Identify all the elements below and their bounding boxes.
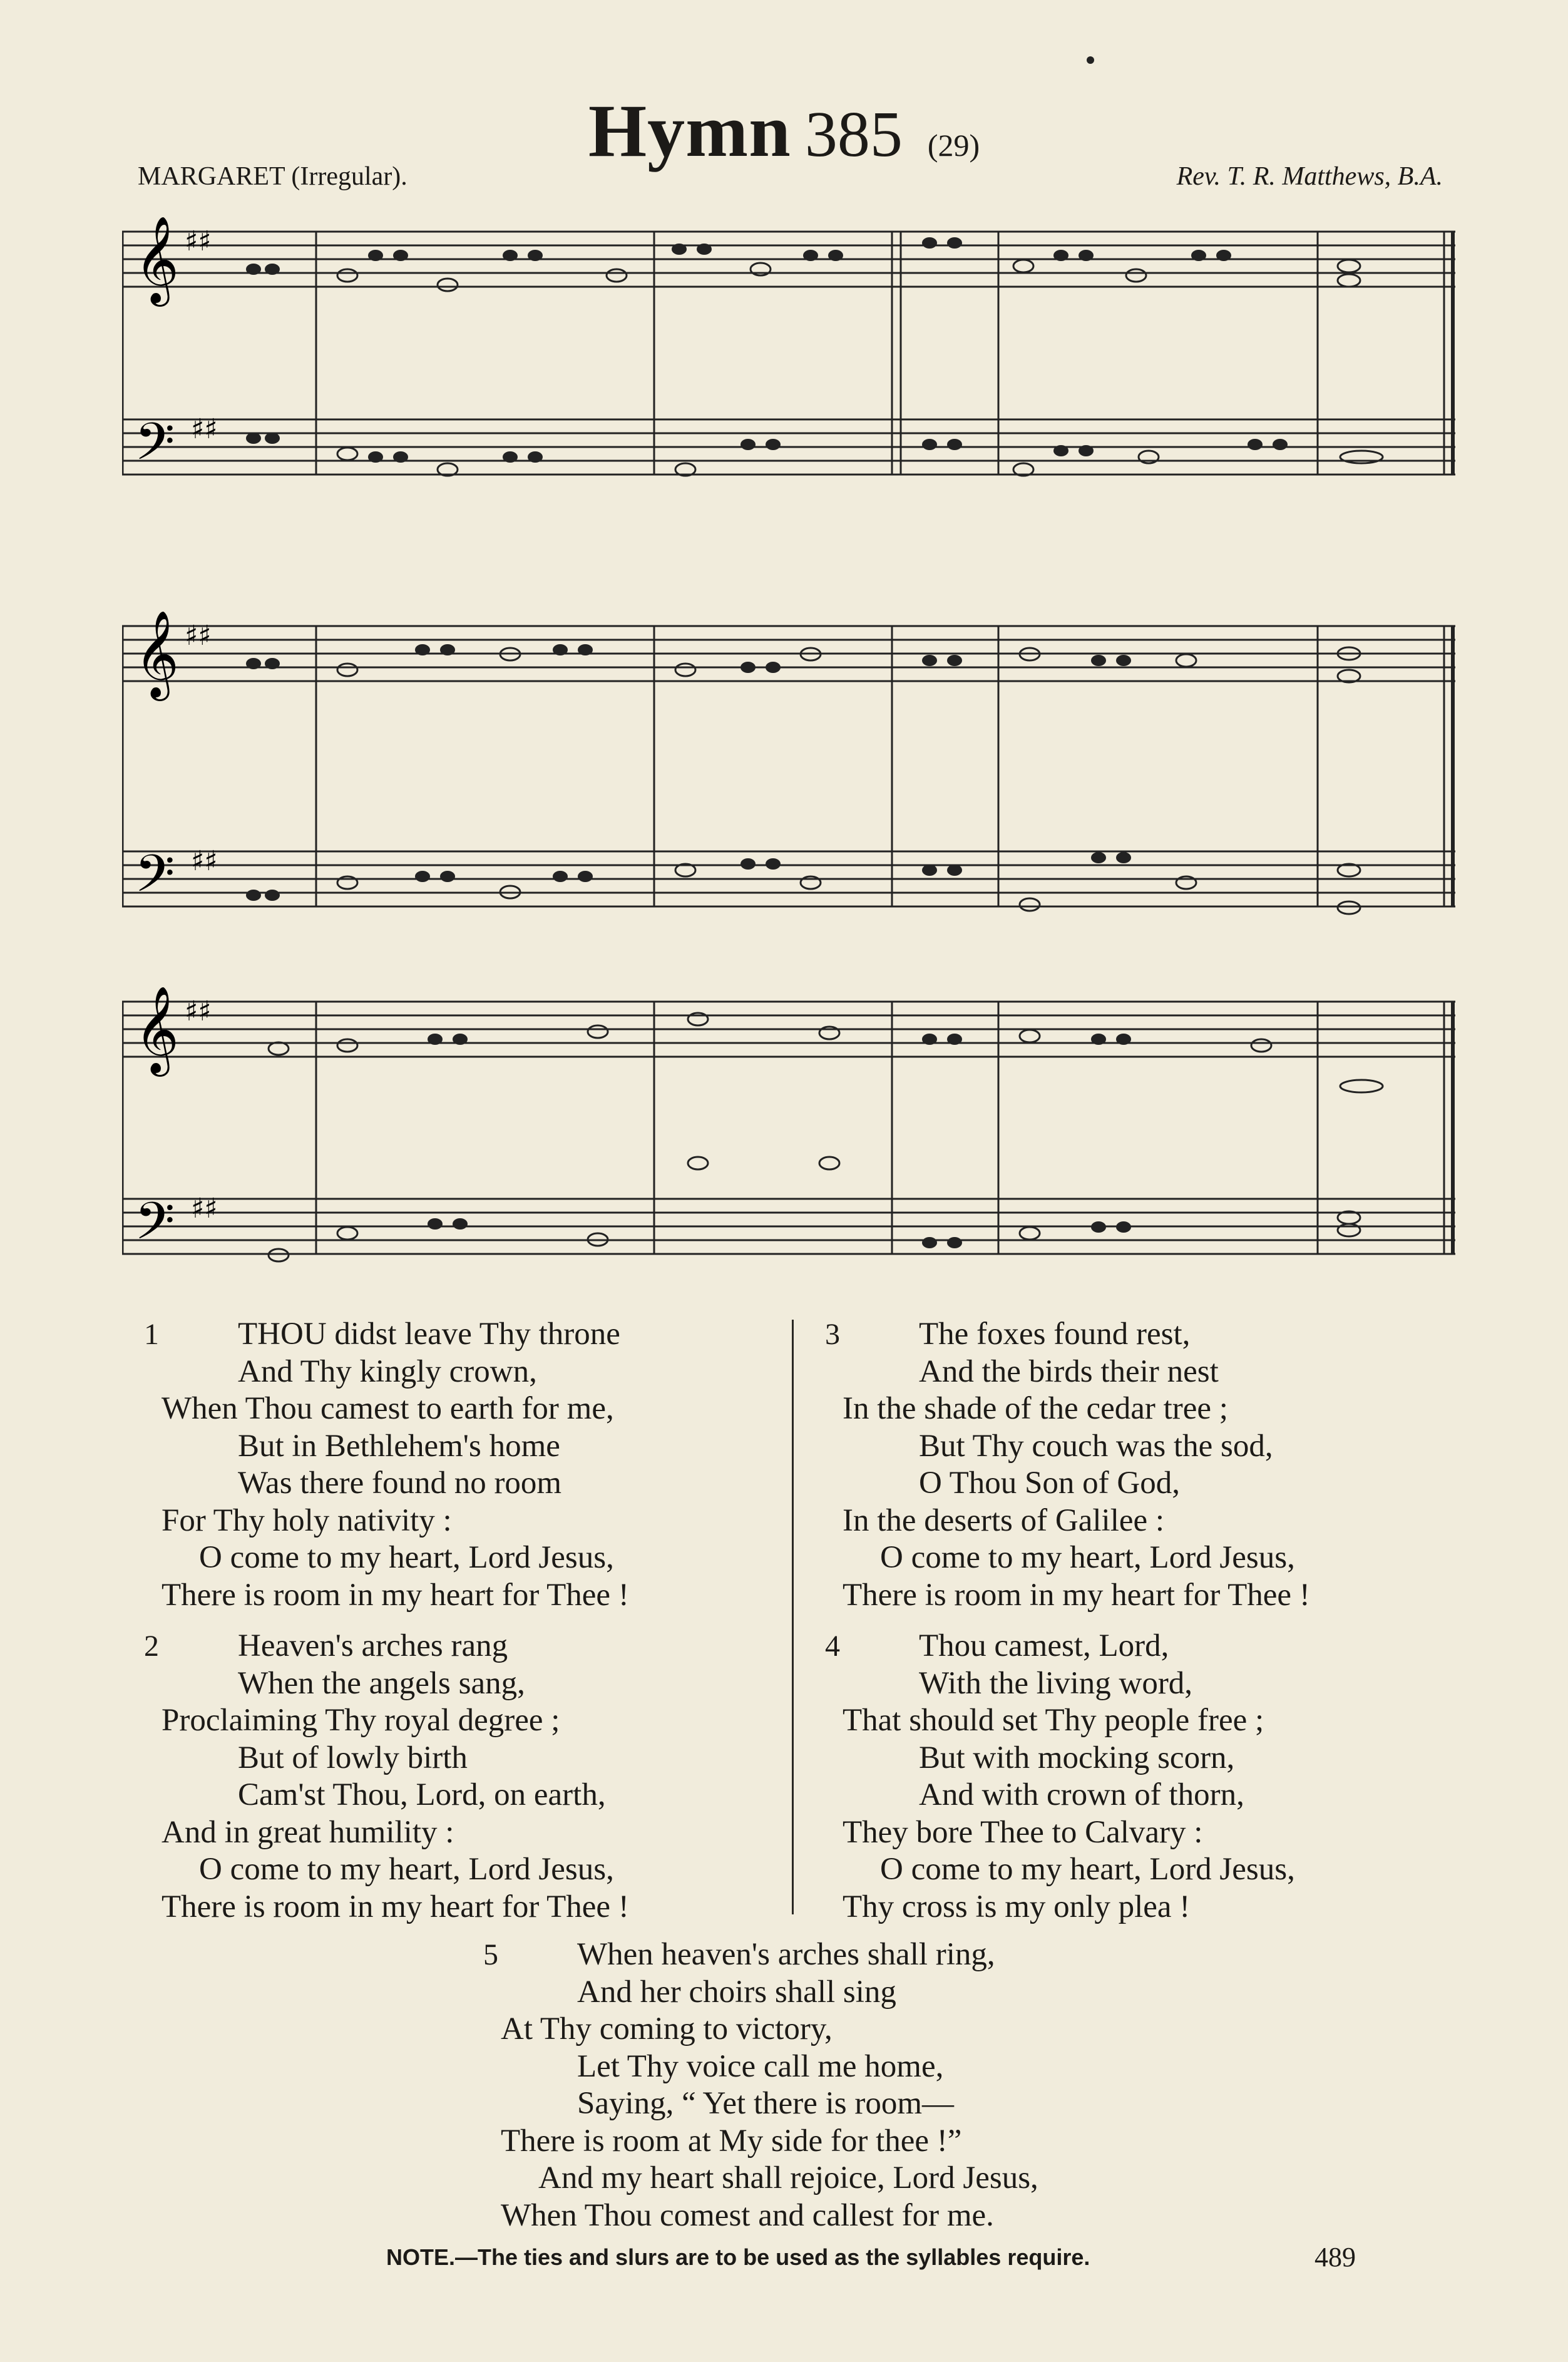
verse-line: And the birds their nest — [919, 1353, 1219, 1389]
verse-line: With the living word, — [919, 1665, 1193, 1701]
svg-text:𝄞: 𝄞 — [135, 986, 179, 1073]
verse-line: O come to my heart, Lord Jesus, — [199, 1852, 614, 1887]
staff-notation — [122, 977, 1458, 1308]
verse-3 — [825, 1316, 1310, 1614]
verse-number: 2 — [144, 1630, 159, 1663]
svg-text:𝄢: 𝄢 — [135, 843, 175, 917]
verse-line: When the angels sang, — [238, 1665, 525, 1701]
verse-line: And my heart shall rejoice, Lord Jesus, — [538, 2160, 1038, 2195]
verse-line: But of lowly birth — [238, 1740, 468, 1775]
verse-line: Thou camest, Lord, — [919, 1628, 1169, 1663]
verse-line: There is room in my heart for Thee ! — [161, 1889, 629, 1924]
verse-number: 4 — [825, 1630, 840, 1663]
staff-notation — [122, 545, 1458, 970]
verse-line: In the shade of the cedar tree ; — [843, 1391, 1228, 1426]
verse-4 — [825, 1628, 1295, 1926]
svg-text:𝄞: 𝄞 — [135, 216, 179, 303]
verse-line: But in Bethlehem's home — [238, 1428, 560, 1464]
verse-line: There is room at My side for thee !” — [501, 2123, 962, 2159]
verse-5 — [483, 1936, 1038, 2234]
svg-text:♯♯: ♯♯ — [185, 620, 212, 652]
verse-line: Saying, “ Yet there is room— — [577, 2086, 955, 2121]
printer-dot — [1087, 56, 1094, 64]
verse-line: Heaven's arches rang — [238, 1628, 508, 1663]
verse-line: When heaven's arches shall ring, — [577, 1937, 995, 1972]
verse-line: And Thy kingly crown, — [238, 1353, 537, 1389]
verse-line: O come to my heart, Lord Jesus, — [199, 1540, 614, 1575]
verse-2 — [144, 1628, 629, 1926]
page-number: 489 — [1314, 2242, 1356, 2272]
svg-text:♯♯: ♯♯ — [191, 1193, 218, 1225]
hymn-title-word: Hymn — [588, 89, 791, 172]
verse-line: O come to my heart, Lord Jesus, — [880, 1540, 1295, 1575]
verse-line: Was there found no room — [238, 1466, 562, 1501]
verse-line: Cam'st Thou, Lord, on earth, — [238, 1777, 606, 1812]
tune-name: MARGARET (Irregular). — [138, 162, 407, 191]
svg-text:𝄢: 𝄢 — [135, 1191, 175, 1264]
svg-text:♯♯: ♯♯ — [191, 845, 218, 877]
verse-line: The foxes found rest, — [919, 1317, 1191, 1352]
verse-number: 3 — [825, 1318, 840, 1351]
verse-line: But with mocking scorn, — [919, 1740, 1235, 1775]
footnote: NOTE.—The ties and slurs are to be used as the syllables require. — [386, 2244, 1090, 2270]
music-system-3 — [122, 977, 1458, 1308]
verse-line: At Thy coming to victory, — [501, 2011, 833, 2046]
svg-text:♯♯: ♯♯ — [185, 225, 212, 257]
verse-line: Thy cross is my only plea ! — [843, 1889, 1191, 1924]
verse-line: There is room in my heart for Thee ! — [843, 1577, 1310, 1613]
svg-text:♯♯: ♯♯ — [185, 995, 212, 1027]
verse-line: And in great humility : — [161, 1814, 454, 1850]
verse-number: 1 — [144, 1318, 159, 1351]
verse-line: Let Thy voice call me home, — [577, 2048, 944, 2084]
hymn-number: 385 — [804, 98, 903, 170]
verse-number: 5 — [483, 1938, 498, 1971]
verse-line: And her choirs shall sing — [577, 1974, 896, 2010]
verse-line: O come to my heart, Lord Jesus, — [880, 1852, 1295, 1887]
verse-line: Proclaiming Thy royal degree ; — [161, 1703, 560, 1738]
verse-line: When Thou camest to earth for me, — [161, 1391, 614, 1426]
svg-text:♯♯: ♯♯ — [191, 413, 218, 445]
column-divider — [792, 1320, 794, 1914]
verse-line: That should set Thy people free ; — [843, 1703, 1264, 1738]
svg-text:𝄞: 𝄞 — [135, 610, 179, 697]
verse-line: But Thy couch was the sod, — [919, 1428, 1273, 1464]
verse-line: In the deserts of Galilee : — [843, 1502, 1165, 1538]
staff-notation — [122, 207, 1458, 545]
verse-line: When Thou comest and callest for me. — [501, 2197, 994, 2233]
verse-line: For Thy holy nativity : — [161, 1502, 452, 1538]
music-system-2 — [122, 545, 1458, 970]
verse-line: There is room in my heart for Thee ! — [161, 1577, 629, 1613]
svg-text:𝄢: 𝄢 — [135, 411, 175, 485]
verse-line: And with crown of thorn, — [919, 1777, 1244, 1812]
verse-line: They bore Thee to Calvary : — [843, 1814, 1203, 1850]
verse-line: THOU didst leave Thy throne — [238, 1317, 620, 1352]
music-system-1 — [122, 207, 1458, 545]
hymn-alt-number: (29) — [927, 128, 980, 163]
composer: Rev. T. R. Matthews, B.A. — [1176, 162, 1443, 191]
verse-1 — [144, 1316, 629, 1614]
verse-line: O Thou Son of God, — [919, 1466, 1180, 1501]
